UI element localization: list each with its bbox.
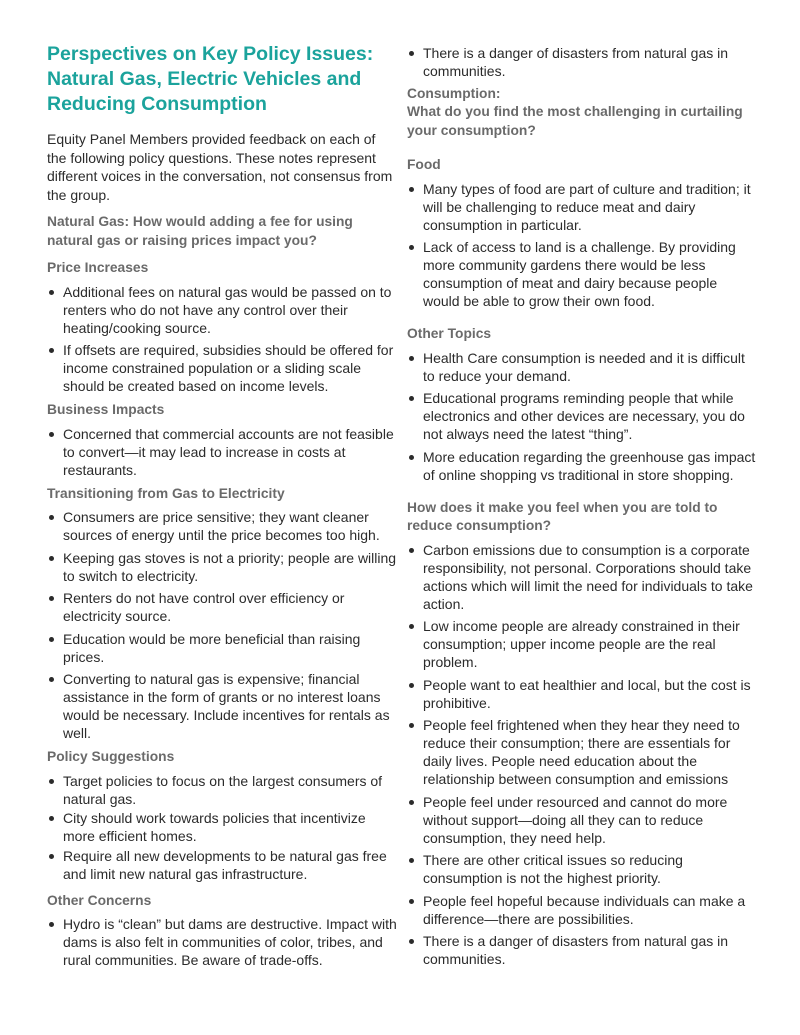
list-item: Many types of food are part of culture and tradition; it will be challenging to reduce meat and dairy consumption in particular. <box>407 180 757 234</box>
list-item: There is a danger of disasters from natural gas in communities. <box>407 44 757 80</box>
list-item: Require all new developments to be natural gas free and limit new natural gas infrastructure. <box>47 847 397 883</box>
consumption-question: What do you find the most challenging in curtailing your consumption? <box>407 104 743 138</box>
list-item: People feel hopeful because individuals can make a difference—there are possibilities. <box>407 892 757 928</box>
list-item: More education regarding the greenhouse gas impact of online shopping vs traditional in store shopping. <box>407 448 757 484</box>
other-topics-heading: Other Topics <box>407 326 492 341</box>
list-item: Converting to natural gas is expensive; financial assistance in the form of grants or no interest loans would be necessary. Include incentives for rentals as well. <box>47 670 397 742</box>
list-item: Hydro is “clean” but dams are destructive. Impact with dams is also felt in communities of color, tribes, and rural communities. Be aware of trade-offs. <box>47 915 397 969</box>
list-item: Target policies to focus on the largest consumers of natural gas. <box>47 772 397 808</box>
price-increases-heading: Price Increases <box>47 260 149 276</box>
business-impacts-heading: Business Impacts <box>47 402 165 418</box>
list-item: Keeping gas stoves is not a priority; people are willing to switch to electricity. <box>47 549 397 585</box>
transition-list <box>47 508 397 742</box>
list-item: Education would be more beneficial than raising prices. <box>47 630 397 666</box>
business-impacts-list <box>47 425 397 479</box>
feel-list <box>407 541 757 969</box>
other-topics-list <box>407 349 757 484</box>
list-item: Renters do not have control over efficiency or electricity source. <box>47 589 397 625</box>
list-item: Lack of access to land is a challenge. By providing more community gardens there would be less consumption of meat and dairy because people would be able to grow their own food. <box>407 238 757 310</box>
left-column <box>47 42 397 974</box>
food-list <box>407 180 757 311</box>
list-item: People want to eat healthier and local, but the cost is prohibitive. <box>407 676 757 712</box>
list-item: There is a danger of disasters from natural gas in communities. <box>407 932 757 968</box>
list-item: Carbon emissions due to consumption is a corporate responsibility, not personal. Corporations should take actions which will limit the need for individuals to take action. <box>407 541 757 613</box>
other-concerns-heading: Other Concerns <box>47 892 152 908</box>
list-item: Consumers are price sensitive; they want cleaner sources of energy until the price becomes too high. <box>47 508 397 544</box>
policy-suggestions-list <box>47 772 397 883</box>
list-item: Low income people are already constrained in their consumption; upper income people are the real problem. <box>407 617 757 671</box>
right-column <box>407 44 757 973</box>
list-item: Additional fees on natural gas would be passed on to renters who do not have any control over their heating/cooking source. <box>47 283 397 337</box>
list-item: People feel under resourced and cannot do more without support—doing all they can to reduce consumption, they need help. <box>407 793 757 847</box>
page-title: Perspectives on Key Policy Issues: Natural Gas, Electric Vehicles and Reducing Consumption <box>47 43 374 115</box>
feel-question: How does it make you feel when you are told to reduce consumption? <box>407 499 718 533</box>
price-increases-list <box>47 283 397 396</box>
top-list <box>407 44 757 80</box>
transition-heading: Transitioning from Gas to Electricity <box>47 485 285 501</box>
other-concerns-list <box>47 915 397 969</box>
policy-suggestions-heading: Policy Suggestions <box>47 749 175 765</box>
natural-gas-question: Natural Gas: How would adding a fee for using natural gas or raising prices impact you? <box>47 214 353 248</box>
intro-paragraph: Equity Panel Members provided feedback on each of the following policy questions. These notes represent different voices in the conversation, not consensus from the group. <box>47 131 393 203</box>
food-heading: Food <box>407 157 441 172</box>
list-item: Educational programs reminding people that while electronics and other devices are necessary, you do not always need the latest “thing”. <box>407 389 757 443</box>
list-item: City should work towards policies that incentivize more efficient homes. <box>47 809 397 845</box>
list-item: If offsets are required, subsidies should be offered for income constrained population or a sliding scale should be created based on income levels. <box>47 341 397 395</box>
list-item: Health Care consumption is needed and it is difficult to reduce your demand. <box>407 349 757 385</box>
list-item: Concerned that commercial accounts are not feasible to convert—it may lead to increase in costs at restaurants. <box>47 425 397 479</box>
list-item: There are other critical issues so reducing consumption is not the highest priority. <box>407 851 757 887</box>
list-item: People feel frightened when they hear they need to reduce their consumption; there are essentials for daily lives. People need education about the relationship between consumption and emissions <box>407 716 757 788</box>
consumption-label: Consumption: <box>407 85 501 101</box>
